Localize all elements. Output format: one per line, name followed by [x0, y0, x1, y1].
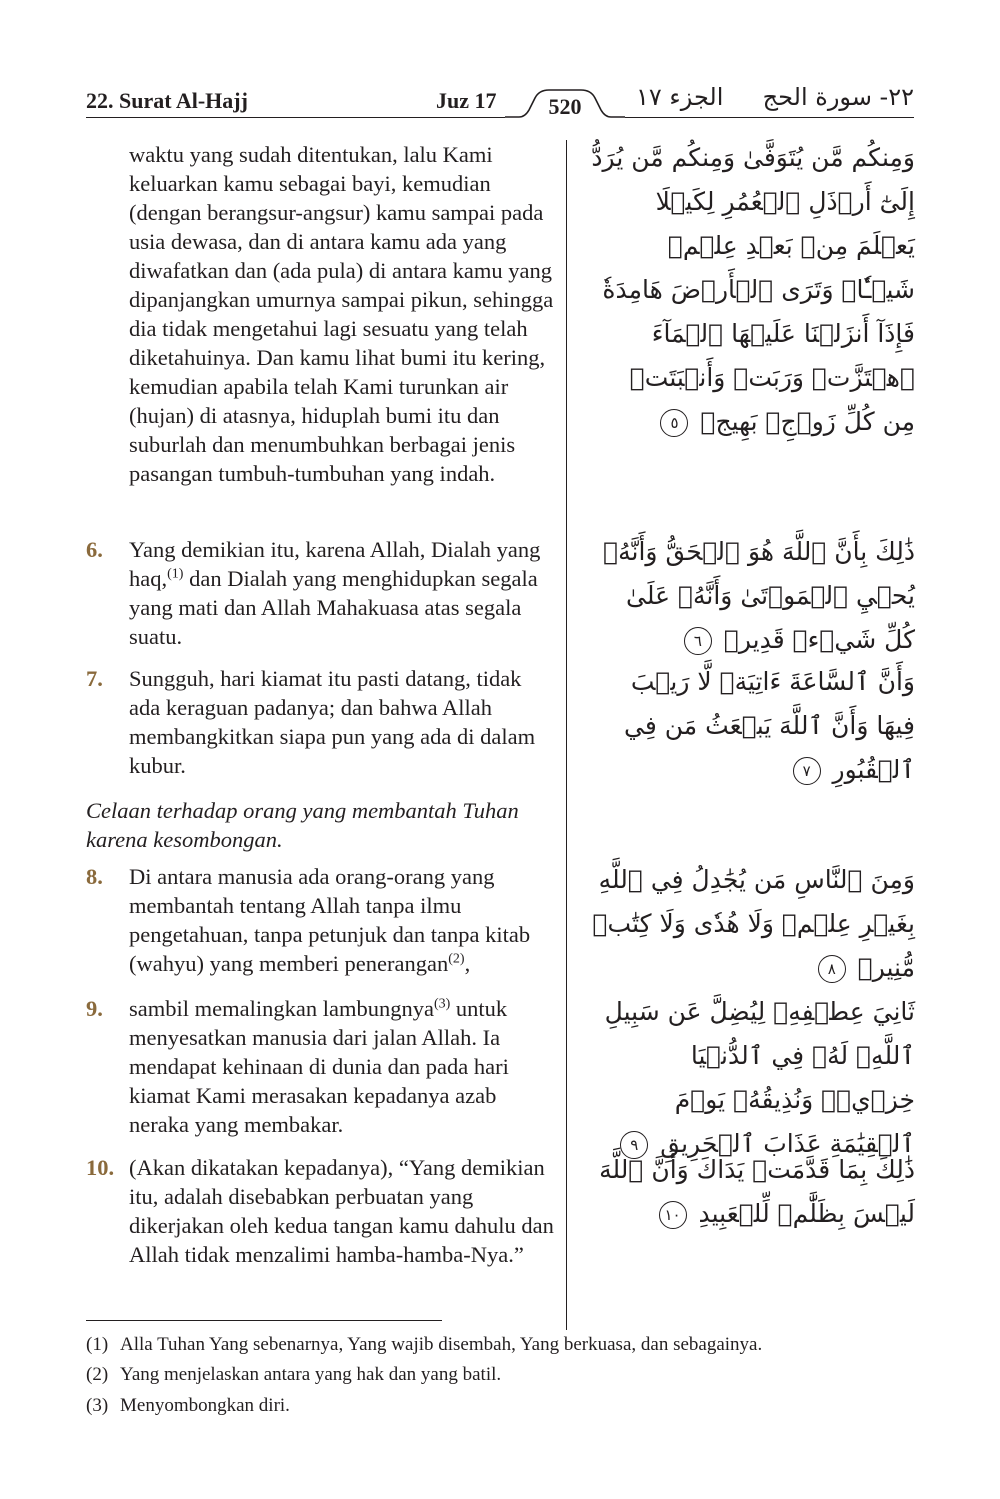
- header-rule-right: [625, 117, 914, 118]
- arabic-text: وَأَنَّ ٱلسَّاعَةَ ءَاتِيَةٞ لَّا رَيۡبَ فِيهَا وَأَنَّ ٱللَّهَ يَبۡعَثُ مَن فِي ٱلۡقُبُورِ: [623, 667, 915, 784]
- footnote-2: [86, 1363, 946, 1387]
- arabic-text: ذَٰلِكَ بِمَا قَدَّمَتۡ يَدَاكَ وَأَنَّ ٱللَّهَ لَيۡسَ بِظَلَّٰمٖ لِّلۡعَبِيدِ: [599, 1155, 915, 1228]
- translation-ayah-10: [86, 1153, 556, 1269]
- ayah-end-marker: ٦: [684, 627, 712, 655]
- page-number: 520: [548, 94, 582, 119]
- arabic-text: ثَانِيَ عِطۡفِهِۦ لِيُضِلَّ عَن سَبِيلِ ٱللَّهِۖ لَهُۥ فِي ٱلدُّنۡيَا خِزۡيٞۖ وَنُذِيقُهُۥ يَوۡمَ ٱلۡقِيَٰمَةِ عَذَابَ ٱلۡحَرِيقِ: [604, 997, 915, 1158]
- translation-text: untuk menyesatkan manusia dari jalan Allah. Ia mendapat kehinaan di dunia dan pada hari kiamat Kami merasakan kepadanya azab neraka yang membakar.: [129, 996, 509, 1137]
- translation-text: Sungguh, hari kiamat itu pasti datang, tidak ada keraguan padanya; dan bahwa Allah membangkitkan siapa pun yang ada di dalam kubur.: [129, 666, 536, 778]
- translation-text: waktu yang sudah ditentukan, lalu Kami keluarkan kamu sebagai bayi, kemudian (dengan berangsur-angsur) kamu sampai pada usia dewasa, dan di antara kamu ada yang diwafatkan dan (ada pula) di antara kamu yang dipanjangkan umurnya sampai pikun, sehingga dia tidak mengetahui lagi sesuatu yang telah diketahuinya. Dan kamu lihat bumi itu kering, kemudian apabila telah Kami turunkan air (hujan) di atasnya, hiduplah bumi itu dan suburlah dan menumbuhkan berbagai jenis pasangan tumbuh-tumbuhan yang indah.: [129, 142, 554, 486]
- translation-ayah-8: [86, 862, 556, 978]
- footnote-ref[interactable]: (3): [433, 996, 451, 1012]
- footnote-rule: [86, 1320, 442, 1321]
- header-rule-left: [86, 117, 505, 118]
- ayah-number: 8.: [86, 864, 103, 889]
- footnote-text: Menyombongkan diri.: [120, 1395, 290, 1416]
- translation-ayah-9: [86, 994, 556, 1139]
- ayah-end-marker: ٥: [660, 409, 688, 437]
- page-header: [0, 0, 1000, 130]
- ayah-end-marker: ٧: [793, 757, 821, 785]
- arabic-ayah-5: [590, 136, 915, 444]
- ayah-number: 6.: [86, 537, 103, 562]
- arabic-text: وَمِنَ ٱلنَّاسِ مَن يُجَٰدِلُ فِي ٱللَّهِ بِغَيۡرِ عِلۡمٖ وَلَا هُدٗى وَلَا كِتَٰبٖ مُّنِيرٖ: [592, 865, 915, 982]
- footnote-text: Alla Tuhan Yang sebenarnya, Yang wajib disembah, Yang berkuasa, dan sebagainya.: [120, 1334, 763, 1355]
- footnote-number: (1): [86, 1334, 109, 1355]
- ayah-end-marker: ٨: [818, 955, 846, 983]
- translation-text: (Akan dikatakan kepadanya), “Yang demikian itu, adalah disebabkan perbuatan yang dikerjakan oleh kedua tangan kamu dahulu dan Allah tidak menzalimi hamba-hamba-Nya.”: [129, 1155, 554, 1267]
- arabic-ayah-6: [590, 530, 915, 662]
- footnote-3: [86, 1394, 946, 1418]
- translation-text: dan Dialah yang menghidupkan segala yang mati dan Allah Mahakuasa atas segala suatu.: [129, 566, 538, 649]
- surah-title-arabic: ٢٢- سورة الحج: [762, 83, 914, 111]
- column-divider: [566, 140, 567, 1330]
- translation-text: Yang demikian itu, karena Allah, Dialah yang haq,: [129, 537, 541, 591]
- translation-ayah-6: [86, 535, 556, 651]
- footnote-ref[interactable]: (1): [167, 566, 184, 582]
- arabic-ayah-7: [590, 660, 915, 792]
- juz-label-latin: Juz 17: [436, 88, 497, 113]
- arabic-text: وَمِنكُم مَّن يُتَوَفَّىٰ وَمِنكُم مَّن يُرَدُّ إِلَىٰٓ أَرۡذَلِ ٱلۡعُمُرِ لِكَيۡلَا يَعۡلَمَ مِنۢ بَعۡدِ عِلۡمٖ شَيۡـٔٗاۚ وَتَرَى ٱلۡأَرۡضَ هَامِدَةٗ فَإِذَآ أَنزَلۡنَا عَلَيۡهَا ٱلۡمَآءَ ٱهۡتَزَّتۡ وَرَبَتۡ وَأَنۢبَتَتۡ مِن كُلِّ زَوۡجِۭ بَهِيجٖ: [591, 143, 915, 436]
- translation-text: ,: [464, 951, 471, 976]
- surah-title-latin: 22. Surat Al-Hajj: [86, 88, 248, 113]
- arabic-ayah-9: [590, 990, 915, 1166]
- ayah-end-marker: ١٠: [659, 1201, 687, 1229]
- ayah-number: 7.: [86, 666, 103, 691]
- ayah-number: 10.: [86, 1155, 115, 1180]
- arabic-ayah-8: [590, 858, 915, 990]
- translation-text: sambil memalingkan lambungnya: [129, 996, 434, 1021]
- ayah-number: 9.: [86, 996, 103, 1021]
- arabic-ayah-10: [590, 1148, 915, 1236]
- footnote-number: (3): [86, 1395, 109, 1416]
- arabic-text: ذَٰلِكَ بِأَنَّ ٱللَّهَ هُوَ ٱلۡحَقُّ وَأَنَّهُۥ يُحۡيِ ٱلۡمَوۡتَىٰ وَأَنَّهُۥ عَلَىٰ كُلِّ شَيۡءٖ قَدِيرٞ: [603, 537, 915, 654]
- footnote-1: [86, 1333, 946, 1357]
- section-heading: Celaan terhadap orang yang membantah Tuhan karena kesombongan.: [86, 798, 519, 852]
- ayah-end-marker: ٩: [620, 1131, 648, 1159]
- footnote-number: (2): [86, 1364, 109, 1385]
- translation-ayah-7: [86, 664, 556, 780]
- footnote-ref[interactable]: (2): [448, 951, 465, 967]
- translation-ayah-5: [86, 140, 556, 488]
- juz-label-arabic: الجزء ١٧: [636, 83, 724, 111]
- footnote-text: Yang menjelaskan antara yang hak dan yang batil.: [120, 1364, 502, 1385]
- translation-text: Di antara manusia ada orang-orang yang membantah tentang Allah tanpa ilmu pengetahuan, tanpa petunjuk dan tanpa kitab (wahyu) yang memberi penerangan: [129, 864, 531, 976]
